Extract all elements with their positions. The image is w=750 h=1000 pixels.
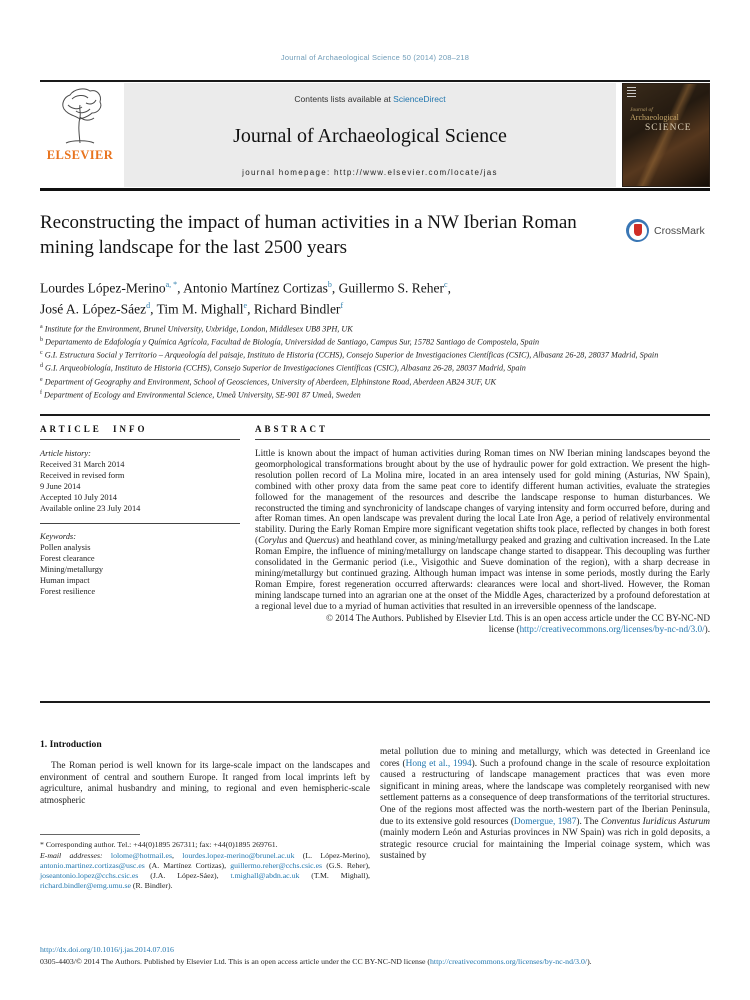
- author-affil-sup[interactable]: c: [444, 280, 448, 289]
- affiliation-sup: b: [40, 337, 43, 344]
- section-divider-rule: [40, 414, 710, 416]
- author-affil-sup[interactable]: d: [146, 301, 151, 310]
- cover-title-line2: SCIENCE: [645, 123, 692, 133]
- author-affil-sup[interactable]: b: [327, 280, 332, 289]
- affiliation-item: [40, 322, 710, 335]
- footnote-block: [40, 834, 370, 891]
- author-separator: ,: [447, 280, 451, 296]
- cover-kicker-text: Journal of: [630, 107, 653, 113]
- journal-title: Journal of Archaeological Science: [233, 124, 507, 147]
- author-affil-sup[interactable]: f: [340, 301, 344, 310]
- author-name: Antonio Martínez Cortizas: [183, 280, 328, 296]
- abstract-heading-rule: [255, 439, 710, 440]
- article-title: Reconstructing the impact of human activities in a NW Iberian Roman mining landscape for the last 2500 years: [40, 212, 577, 258]
- body-text: (mainly modern León and Asturias provinces in NW Spain) was rich in gold deposits, a strategic resource crucial for maintaining the Imperial coinage system, which was sustained by: [380, 828, 710, 862]
- body-text: ). The: [576, 816, 601, 827]
- keywords-divider: [40, 523, 240, 524]
- citation-header: Journal of Archaeological Science 50 (2014) 208–218: [280, 53, 470, 62]
- crossmark-label: CrossMark: [654, 224, 705, 237]
- doi-link[interactable]: http://dx.doi.org/10.1016/j.jas.2014.07.016: [40, 945, 174, 954]
- email-after: (L. López-Merino),: [294, 850, 370, 860]
- keyword-item: Forest clearance: [40, 554, 95, 563]
- history-item: Received in revised form: [40, 471, 125, 480]
- email-link[interactable]: t.mighall@abdn.ac.uk: [230, 870, 300, 880]
- author-name: Lourdes López-Merino: [40, 280, 166, 296]
- author-line-1: [40, 276, 685, 297]
- article-info-heading-rule: [40, 439, 240, 440]
- issn-copyright-line: [40, 957, 710, 968]
- keyword-item: Forest resilience: [40, 587, 96, 596]
- email-addresses-note: [40, 851, 370, 892]
- journal-homepage-link[interactable]: journal homepage: http://www.elsevier.com/locate/jas: [242, 168, 498, 177]
- citation-link[interactable]: Domergue, 1987: [513, 816, 577, 827]
- history-item: 9 June 2014: [40, 482, 81, 491]
- author-separator: ,: [247, 301, 254, 317]
- affiliation-text: Departamento de Edafología y Química Agrícola, Facultad de Biología, Universidad de Santiago, Campus Sur, 15782 Santiago de Compostela, Spain: [45, 337, 540, 347]
- author-line-2: [40, 297, 685, 318]
- citation-link[interactable]: Hong et al., 1994: [405, 758, 472, 769]
- history-item: Available online 23 July 2014: [40, 504, 141, 513]
- affiliation-item: [40, 375, 710, 388]
- abstract-part: and: [287, 535, 306, 546]
- email-after: (R. Bindler).: [130, 881, 173, 891]
- affiliation-sup: e: [40, 376, 43, 383]
- affiliation-text: Department of Ecology and Environmental Science, Umeå University, SE-901 87 Umeå, Sweden: [44, 390, 361, 400]
- author-name: José A. López-Sáez: [40, 301, 147, 317]
- body-text: ). Such a profound change in the scale of resource exploitation caused a restructuring of landscape management practices that was even more significant in mining areas, where the landscape was completely reorganised with new settlement patterns as a consequence of deep transformations of the territorial structures. One of the regions most affected was the north-western part of the Iberian Peninsula, due to its extensive gold resources (: [380, 758, 711, 827]
- issn-prefix: 0305-4403/© 2014 The Authors. Published by Elsevier Ltd. This is an open access article under the CC BY-NC-ND license (: [40, 956, 430, 966]
- abstract-part: ) and heathland cover, as mining/metallurgy peaked and grazing and cultivation increased. In the Late Roman Empire, the influence of mining/metallurgy on landscape change started to disappear. This decoupling was further consolidated in the Germanic period (i.e., Visigothic and Sueve domination of the region), with a sharp decrease in mining/metallurgy but continued grazing. Although human impact was intense in some periods, mostly during the Early Roman Empire, forest regeneration occurred afterwards: clearances were local and short-lived. However, the Roman mining landscape turned into an agrarian one at the onset of the Middle Ages, characterized by a profound deforestation at a regional level due to a myriad of human activities that resulted in an irreversible openness of the landscape.: [255, 535, 711, 611]
- issn-suffix: ).: [587, 956, 592, 966]
- elsevier-logo-text: ELSEVIER: [46, 148, 114, 162]
- contents-prefix: Contents lists available at: [294, 94, 394, 104]
- article-info-column: [40, 424, 240, 597]
- email-after: (T.M. Mighall),: [299, 870, 370, 880]
- author-separator: ,: [177, 280, 184, 296]
- author-name: Richard Bindler: [253, 301, 341, 317]
- banner-center: [124, 83, 616, 187]
- affiliation-sup: d: [40, 363, 43, 370]
- email-link[interactable]: antonio.martinez.cortizas@usc.es: [40, 860, 145, 870]
- author-affil-sup[interactable]: a, *: [165, 280, 178, 289]
- email-after: (G.S. Reher),: [322, 860, 370, 870]
- article-history-label: Article history:: [40, 449, 91, 458]
- email-after: (A. Martínez Cortizas),: [144, 860, 231, 870]
- affiliation-sup: f: [40, 389, 42, 396]
- contents-line: [294, 94, 445, 104]
- affiliation-text: G.I. Arqueobiología, Instituto de Historia (CCHS), Consejo Superior de Investigaciones Científicas (CSIC), Albasanz 26-28, 28037 Madrid, Spain: [45, 364, 526, 374]
- abstract-heading: ABSTRACT: [255, 424, 329, 434]
- body-text: metal pollution due to mining and metallurgy, which was detected in Greenland ice cores (: [380, 747, 710, 769]
- affiliation-list: [40, 322, 710, 401]
- article-info-heading: ARTICLE INFO: [40, 424, 148, 434]
- abstract-taxon: Corylus: [258, 535, 288, 546]
- copyright-line: © 2014 The Authors. Published by Elsevier Ltd. This is an open access article under the CC BY-NC-ND: [325, 612, 710, 623]
- crossmark-badge[interactable]: [626, 219, 705, 242]
- author-name: Tim M. Mighall: [156, 301, 244, 317]
- email-after: (J.A. López-Sáez),: [138, 870, 231, 880]
- affiliation-text: G.I. Estructura Social y Territorio – Arqueología del paisaje, Instituto de Historia (CCHS), Consejo Superior de Investigaciones Científicas (CSIC), Albasanz 26-28, 28037 Madrid, Spain: [44, 351, 659, 361]
- email-link[interactable]: guillermo.reher@cchs.csic.es: [230, 860, 323, 870]
- email-link[interactable]: richard.bindler@emg.umu.se: [40, 881, 131, 891]
- license-url-link[interactable]: http://creativecommons.org/licenses/by-nc-nd/3.0/: [519, 623, 705, 634]
- intro-paragraph-continued: [380, 747, 710, 863]
- journal-cover-thumbnail: [622, 83, 710, 187]
- body-right-column: [380, 747, 710, 863]
- keyword-item: Pollen analysis: [40, 543, 91, 552]
- abstract-copyright: [255, 613, 710, 635]
- affiliation-item: [40, 388, 710, 401]
- affiliation-text: Department of Geography and Environment, School of Geosciences, University of Aberdeen, Elphinstone Road, Aberdeen AB24 3UF, UK: [44, 377, 496, 387]
- email-link[interactable]: lourdes.lopez-merino@brunel.ac.uk: [182, 850, 295, 860]
- abstract-bottom-rule: [40, 701, 710, 703]
- elsevier-logo[interactable]: [40, 83, 120, 187]
- affiliation-item: [40, 348, 710, 361]
- latin-term: Conventus Iuridicus Asturum: [600, 816, 710, 827]
- abstract-part: Little is known about the impact of human activities during Roman times on NW Iberian mining landscapes beyond the geomorphological transformations brought about by the use of hydraulic power for gold extraction. We present the high-resolution pollen record of La Molina mire, located in an area intensely used for gold mining (Asturias, NW Spain), combined with other proxy data from the same peat core to identify different human activities, evaluate the strategies followed for the management of the resources and describe the landscape response to human disturbances. We reconstructed the timing and synchronicity of landscape changes of varying intensity and form occurred before, during and after Roman times. An open landscape was prevalent during the local Late Iron Age, a period of relatively environmental stability. During the Early Roman Empire more significant vegetation shifts took place, reflected by changes in both forest (: [255, 448, 710, 546]
- footer-license-link[interactable]: http://creativecommons.org/licenses/by-nc-nd/3.0/: [430, 956, 588, 966]
- banner-top-rule: [40, 80, 710, 82]
- journal-banner: [40, 83, 710, 187]
- author-separator: ,: [150, 301, 157, 317]
- footnote-rule: [40, 834, 140, 835]
- email-link[interactable]: lolome@hotmail.es: [110, 850, 173, 860]
- email-label: E-mail addresses:: [40, 850, 103, 860]
- author-affil-sup[interactable]: e: [243, 301, 248, 310]
- crossmark-icon: [626, 219, 649, 242]
- banner-bottom-rule: [40, 188, 710, 191]
- intro-paragraph: The Roman period is well known for its large-scale impact on the landscapes and environment of central and southern Europe. It ranged from local imprints left by agriculture, animal husbandry and mining, to regional and even hemispheric-scale atmospheric: [40, 761, 370, 806]
- sciencedirect-link[interactable]: ScienceDirect: [393, 94, 446, 104]
- affiliation-sup: c: [40, 350, 43, 357]
- author-separator: ,: [331, 280, 339, 296]
- history-item: Received 31 March 2014: [40, 460, 125, 469]
- keyword-item: Mining/metallurgy: [40, 565, 104, 574]
- author-list: [40, 276, 685, 318]
- affiliation-item: [40, 335, 710, 348]
- cover-barcode-marks: [627, 87, 636, 99]
- abstract-taxon: Quercus: [305, 535, 336, 546]
- author-name: Guillermo S. Reher: [338, 280, 444, 296]
- abstract-column: [255, 424, 710, 634]
- section-heading-introduction: 1. Introduction: [40, 739, 102, 750]
- cover-title-line1: Archaeological: [630, 113, 679, 122]
- corresponding-author-note: * Corresponding author. Tel.: +44(0)1895 267311; fax: +44(0)1895 269761.: [40, 840, 278, 850]
- affiliation-item: [40, 361, 710, 374]
- license-prefix: license (: [488, 623, 520, 634]
- keywords-label: Keywords:: [40, 532, 76, 541]
- license-suffix: ).: [704, 623, 710, 634]
- abstract-text: [255, 448, 710, 612]
- keyword-item: Human impact: [40, 576, 90, 585]
- affiliation-text: Institute for the Environment, Brunel University, Uxbridge, London, Middlesex UB8 3PH, UK: [44, 324, 353, 334]
- email-after: ,: [172, 850, 183, 860]
- body-left-column: [40, 761, 370, 891]
- email-link[interactable]: joseantonio.lopez@cchs.csic.es: [40, 870, 139, 880]
- page-footer: [40, 945, 710, 967]
- affiliation-sup: a: [40, 324, 43, 330]
- history-item: Accepted 10 July 2014: [40, 493, 117, 502]
- elsevier-tree-icon: [54, 85, 106, 147]
